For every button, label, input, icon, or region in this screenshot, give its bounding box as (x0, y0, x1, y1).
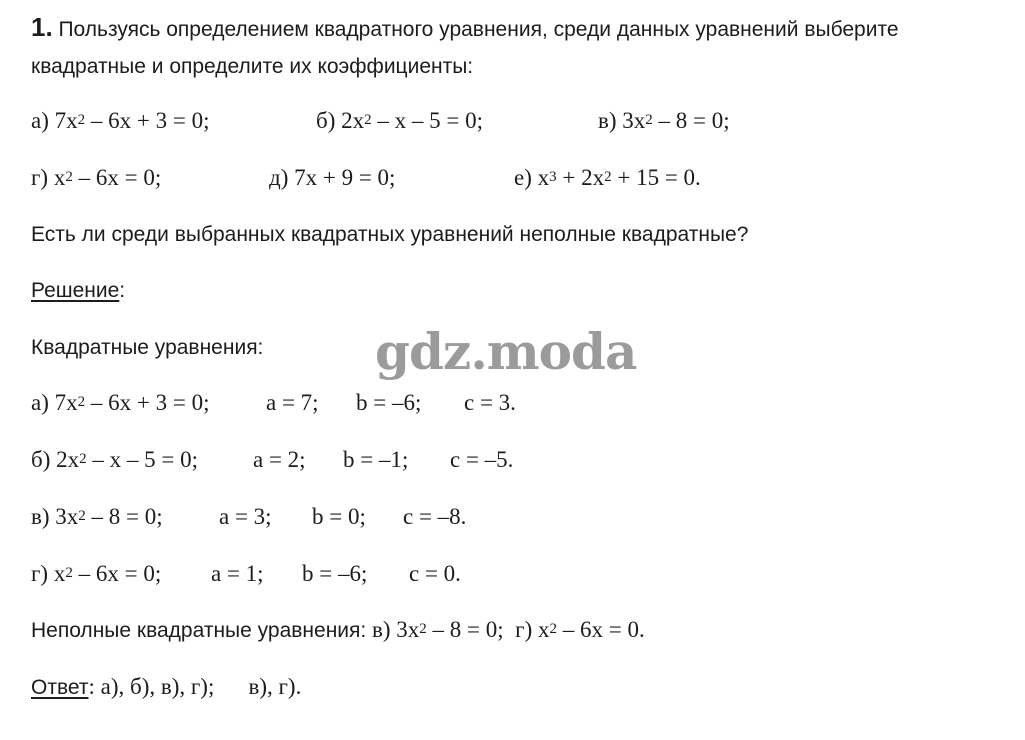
given-eq-v: в) $3x^2 - 8 = 0$; (598, 108, 730, 133)
coef-a: a = 7; (266, 390, 319, 415)
solution-heading: Решение: (31, 279, 126, 302)
problem-line-1 (31, 12, 899, 45)
quad-title: Квадратные уравнения: (31, 336, 264, 359)
given-eq-b: б) $2x^2 - x - 5 = 0$; (316, 108, 483, 133)
solution-row-b: б) $2x^2 - x - 5 = 0$; a = 2; b = –1; c = –5. (31, 445, 513, 478)
problem-number: 1. (31, 12, 53, 42)
answer-text-1: : а), б), в), г); (88, 674, 215, 699)
solution-row-v: в) $3x^2 - 8 = 0$; a = 3; b = 0; c = –8. (31, 502, 466, 535)
coef-c: c = –8. (403, 504, 467, 529)
given-eq-a: а) $7x^2 - 6x + 3 = 0$; (31, 108, 210, 133)
given-row-1 (31, 106, 730, 139)
coef-c: c = 3. (464, 390, 516, 415)
coef-b: b = –6; (356, 390, 422, 415)
solution-label: Решение (31, 279, 120, 302)
coef-a: a = 2; (253, 447, 306, 472)
coef-b: b = –1; (343, 447, 409, 472)
given-eq-e: е) $x^3 + 2x^2 + 15 = 0$. (514, 165, 701, 190)
incomplete-line: Неполные квадратные уравнения: в) $3x^2 - 8 = 0$; г) $x^2 - 6x = 0$. (31, 617, 645, 642)
given-row-2 (31, 163, 701, 196)
problem-line-2: квадратные и определите их коэффициенты: (31, 55, 474, 78)
coef-a: a = 1; (211, 561, 264, 586)
problem-text-1: Пользуясь определением квадратного уравнения, среди данных уравнений выберите (58, 18, 899, 41)
coef-a: a = 3; (219, 504, 272, 529)
coef-b: b = 0; (312, 504, 366, 529)
solution-row-g: г) $x^2 - 6x = 0$; a = 1; b = –6; c = 0. (31, 559, 461, 592)
coef-c: c = –5. (450, 447, 514, 472)
question-text: Есть ли среди выбранных квадратных уравнений неполные квадратные? (31, 223, 749, 246)
given-eq-d: д) 7x + 9 = 0; (269, 165, 396, 190)
watermark-logo: gdz.moda (375, 322, 637, 381)
solution-row-a: а) $7x^2 - 6x + 3 = 0$; a = 7; b = –6; c = 3. (31, 388, 516, 421)
coef-c: c = 0. (409, 561, 461, 586)
answer-line (31, 672, 301, 703)
incomplete-label: Неполные квадратные уравнения: (31, 619, 367, 642)
answer-text-2: в), г). (248, 674, 302, 699)
answer-label: Ответ (31, 676, 89, 699)
given-eq-g: г) $x^2 - 6x = 0$; (31, 165, 162, 190)
coef-b: b = –6; (302, 561, 368, 586)
